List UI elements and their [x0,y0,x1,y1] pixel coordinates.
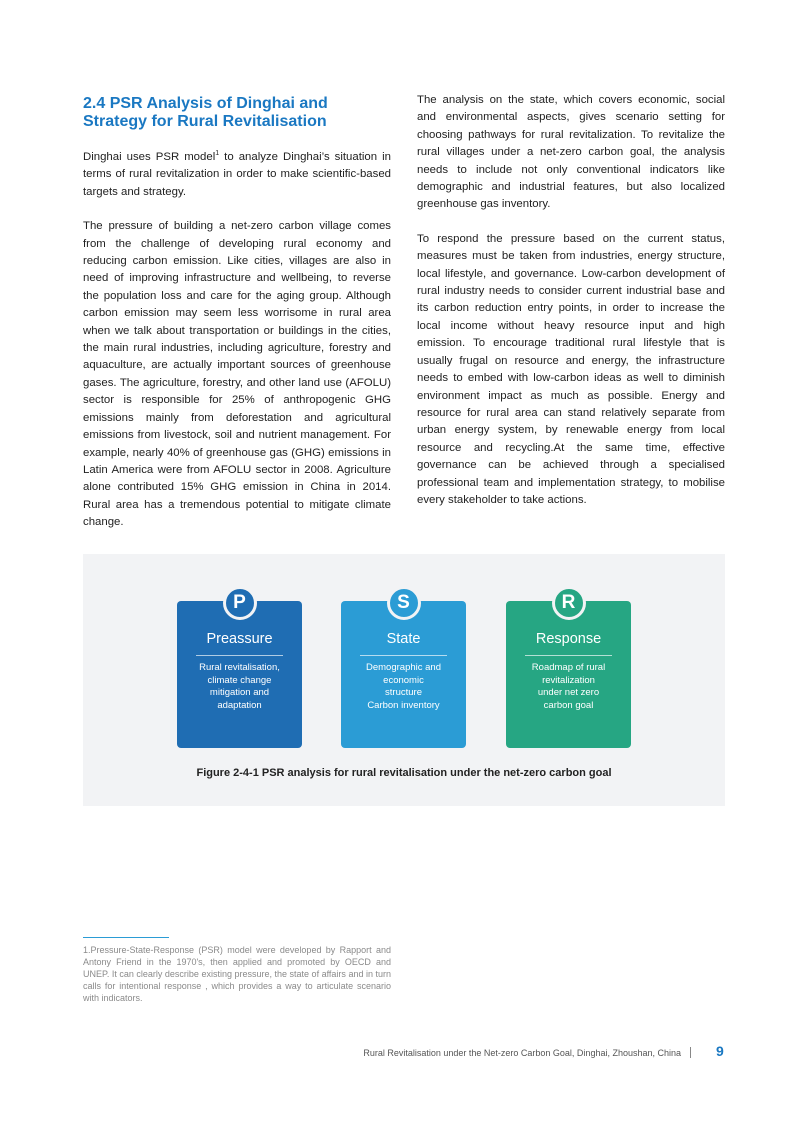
figure-caption: Figure 2-4-1 PSR analysis for rural revitalisation under the net-zero carbon goal [196,767,612,779]
pressure-paragraph: The pressure of building a net-zero carbon village comes from the challenge of developing rural economy and reducing carbon emission. Like cities, villages are also in need of improving infrastructure and wellbeing, to reverse the population loss and care for the aging group. Although carbon emission may seem less worrisome in rural area when we talk about transportation or buildings in the cities, the main rural industries, including agriculture, forestry and aquaculture, are actually important sources of greenhouse gases. The agriculture, forestry, and other land use (AFOLU) sector is responsible for 25% of anthropogenic GHG emissions mainly from deforestation and agricultural emissions from livestock, soil and nutrient management. For example, nearly 40% of greenhouse gas (GHG) emissions in Latin America were from AFOLU sector in 2008. Agriculture alone contributed 15% GHG emission in China in 2014. Rural area has a tremendous potential to mitigate climate change. [83,220,391,529]
state-card [341,592,466,748]
intro-text: Dinghai uses PSR model [83,151,216,163]
card-divider [525,655,612,656]
response-title: Response [535,631,602,647]
card-divider [196,655,283,656]
state-paragraph: The analysis on the state, which covers economic, social and environmental aspects, gives scenario setting for choosing pathways for rural revitalization. To revitalize the rural villages under a net-zero carbon goal, the analysis needs to include not only conventional indicators like demographic and industrial features, but also localized greenhouse gas inventory. [417,94,725,211]
response-paragraph: To respond the pressure based on the current status, measures must be taken from industries, energy structure, local lifestyle, and governance. Low-carbon development of rural industry needs to consider current industrial base and its carbon reduction entry points, in order to increase the local income without heavy resource input and high emission. To encourage traditional rural lifestyle that is usually frugal on resource and energy, the infrastructure needs to embed with low-carbon ideas as well to diminish environment impact as much as possible. Energy and resource for rural area can stand relatively separate from urban energy system, by renewable energy from local resource and recycling.At the same time, effective governance can be achieved through a specialised professional team and implementation strategy, to mobilise every stakeholder to take actions. [417,232,725,506]
footnote: 1.Pressure-State-Response (PSR) model were developed by Rapport and Antony Friend in the 1970's, then applied and promoted by OECD and UNEP. It can clearly describe existing pressure, the state of affairs and in turn calls for intentional response , which provides a way to articulate scenario with indicators. [83,945,391,1003]
footnote-ref[interactable]: 1 [215,150,220,158]
page-number: 9 [716,1043,724,1059]
section-heading: 2.4 PSR Analysis of Dinghai and Strategy for Rural Revitalisation [83,95,328,130]
left-column [83,92,391,549]
right-column [417,92,725,526]
pressure-body: Rural revitalisation, climate change mitigation and adaptation [199,662,280,711]
footnote-divider [83,937,169,938]
state-body: Demographic and economic structure Carbon inventory [366,662,441,711]
pressure-card [177,592,302,748]
pressure-title: Preassure [206,631,273,647]
r-badge: R [552,586,586,620]
card-divider [360,655,447,656]
psr-figure [83,554,725,806]
running-footer: Rural Revitalisation under the Net-zero Carbon Goal, Dinghai, Zhoushan, China [363,1048,681,1058]
s-badge: S [387,586,421,620]
intro-text-cont: to analyze Dinghai’s situation in terms of rural revitalization in order to make scientific-based targets and strategy. [83,151,391,198]
state-title: State [386,631,421,647]
intro-paragraph [83,149,391,201]
response-body: Roadmap of rural revitalization under net zero carbon goal [531,662,606,711]
p-badge: P [223,586,257,620]
response-card [506,592,631,748]
footer-separator [690,1047,691,1058]
